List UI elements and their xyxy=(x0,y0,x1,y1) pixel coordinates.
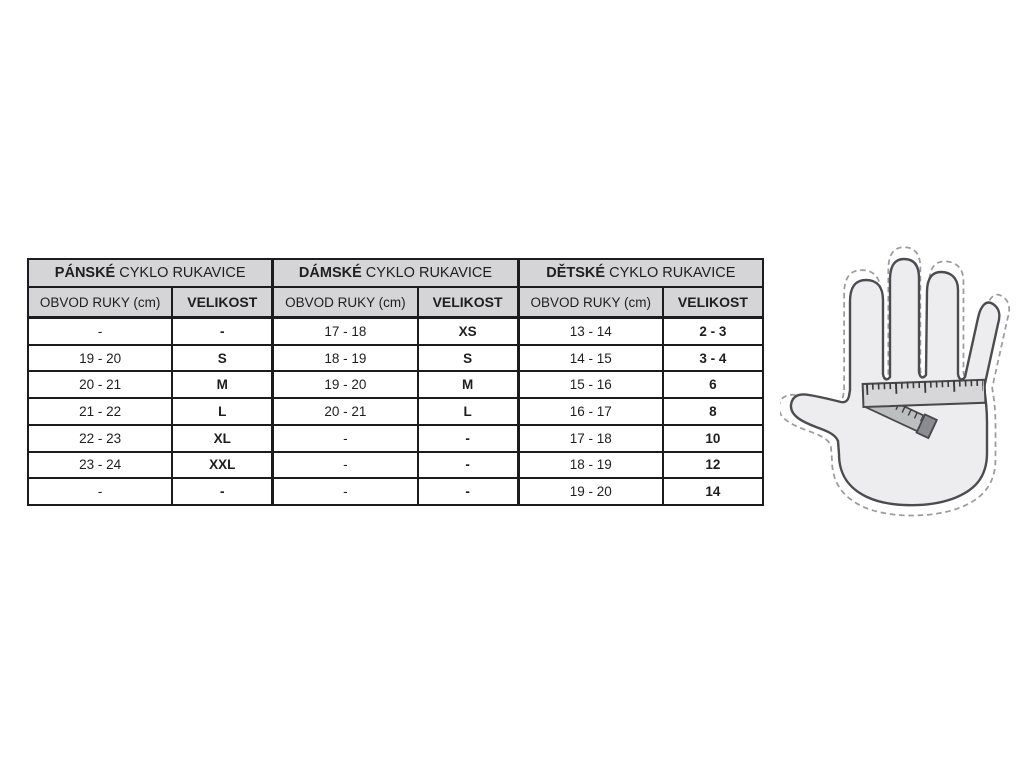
table-row xyxy=(274,399,516,426)
velikost-cell: - xyxy=(220,323,225,339)
obvod-cell: 17 - 18 xyxy=(274,319,418,344)
obvod-cell: 22 - 23 xyxy=(29,426,173,451)
obvod-cell: 21 - 22 xyxy=(29,399,173,424)
section-title-rest: CYKLO RUKAVICE xyxy=(605,265,736,281)
obvod-cell: - xyxy=(29,479,173,504)
obvod-cell: 15 - 16 xyxy=(520,372,664,397)
column-header-obvod: OBVOD RUKY (cm) xyxy=(29,288,173,316)
velikost-cell: 12 xyxy=(705,457,721,473)
section-detske xyxy=(517,260,762,504)
velikost-cell: XS xyxy=(458,323,477,339)
section-title-damske xyxy=(274,260,516,288)
obvod-cell: 20 - 21 xyxy=(29,372,173,397)
section-panske xyxy=(29,260,271,504)
table-row xyxy=(29,479,271,504)
velikost-cell: L xyxy=(463,404,472,420)
obvod-cell: - xyxy=(274,453,418,478)
velikost-cell: M xyxy=(461,377,474,393)
obvod-cell: 19 - 20 xyxy=(29,346,173,371)
table-row xyxy=(520,346,762,373)
velikost-cell: - xyxy=(465,457,470,473)
table-row xyxy=(274,453,516,480)
hand-with-measuring-tape-icon xyxy=(780,246,1020,520)
section-title-rest: CYKLO RUKAVICE xyxy=(115,265,246,281)
measuring-tape-band xyxy=(863,380,986,407)
velikost-cell: M xyxy=(216,377,228,393)
column-header-velikost: VELIKOST xyxy=(677,294,748,310)
obvod-cell: - xyxy=(274,479,418,504)
obvod-cell: 19 - 20 xyxy=(274,372,418,397)
obvod-cell: 20 - 21 xyxy=(274,399,418,424)
column-header-obvod: OBVOD RUKY (cm) xyxy=(274,288,418,316)
obvod-cell: 23 - 24 xyxy=(29,453,173,478)
table-row xyxy=(520,319,762,346)
obvod-cell: 13 - 14 xyxy=(520,319,664,344)
obvod-cell: 17 - 18 xyxy=(520,426,664,451)
velikost-cell: XXL xyxy=(209,457,236,473)
table-row xyxy=(520,399,762,426)
table-row xyxy=(29,372,271,399)
table-row xyxy=(29,346,271,373)
glove-size-chart-table xyxy=(27,258,764,506)
table-row xyxy=(29,399,271,426)
column-header-row xyxy=(274,288,516,319)
obvod-cell: 19 - 20 xyxy=(520,479,664,504)
section-title-bold: DÁMSKÉ xyxy=(298,265,362,281)
table-row xyxy=(520,479,762,504)
column-header-row xyxy=(29,288,271,319)
table-row xyxy=(274,479,516,504)
table-row xyxy=(274,372,516,399)
velikost-cell: 2 - 3 xyxy=(699,323,727,339)
section-title-detske xyxy=(520,260,762,288)
velikost-cell: 6 xyxy=(709,377,717,393)
velikost-cell: 14 xyxy=(705,484,721,500)
table-row xyxy=(29,453,271,480)
table-row xyxy=(29,319,271,346)
column-header-obvod: OBVOD RUKY (cm) xyxy=(520,288,664,316)
column-header-velikost: VELIKOST xyxy=(187,294,258,310)
table-row xyxy=(29,426,271,453)
table-row xyxy=(520,426,762,453)
section-title-rest: CYKLO RUKAVICE xyxy=(361,265,493,281)
table-row xyxy=(274,319,516,346)
column-header-velikost: VELIKOST xyxy=(432,294,503,310)
velikost-cell: XL xyxy=(213,430,231,446)
section-title-panske xyxy=(29,260,271,288)
column-header-row xyxy=(520,288,762,319)
velikost-cell: 8 xyxy=(709,404,717,420)
obvod-cell: - xyxy=(29,319,173,344)
velikost-cell: - xyxy=(465,430,470,446)
velikost-cell: 10 xyxy=(705,430,721,446)
table-row xyxy=(520,372,762,399)
obvod-cell: 16 - 17 xyxy=(520,399,664,424)
obvod-cell: - xyxy=(274,426,418,451)
section-title-bold: PÁNSKÉ xyxy=(54,265,116,281)
hand-measure-illustration xyxy=(780,246,1020,520)
table-row xyxy=(274,426,516,453)
table-row xyxy=(274,346,516,373)
obvod-cell: 18 - 19 xyxy=(274,346,418,371)
velikost-cell: L xyxy=(218,404,227,420)
velikost-cell: S xyxy=(463,350,473,366)
obvod-cell: 14 - 15 xyxy=(520,346,664,371)
velikost-cell: - xyxy=(465,484,470,500)
section-title-bold: DĚTSKÉ xyxy=(546,265,606,281)
velikost-cell: S xyxy=(217,350,227,366)
obvod-cell: 18 - 19 xyxy=(520,453,664,478)
table-row xyxy=(520,453,762,480)
velikost-cell: - xyxy=(220,484,225,500)
velikost-cell: 3 - 4 xyxy=(699,350,727,366)
section-damske xyxy=(271,260,516,504)
